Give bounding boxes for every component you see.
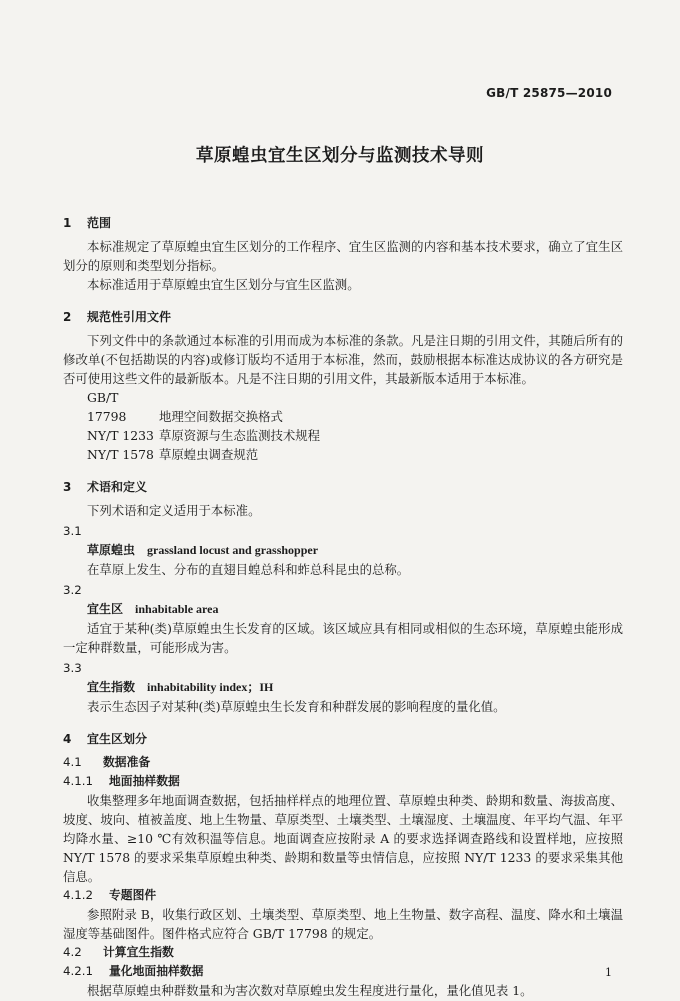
term-definition: 适宜于某种(类)草原蝗虫生长发育的区域。该区域应具有相同或相似的生态环境，草原蝗虫能形成一定种群数量，可能形成为害。 <box>63 621 623 655</box>
clause-number: 3.1 <box>63 524 82 538</box>
reference-item: NY/T 1578 草原蝗虫调查规范 <box>87 447 259 462</box>
clause-number: 3.2 <box>63 583 82 597</box>
subsubsection-heading: 4.1.1 地面抽样数据 <box>63 774 180 788</box>
section-3-heading: 3 术语和定义 <box>63 480 148 494</box>
reference-item: NY/T 1233 草原资源与生态监测技术规程 <box>87 428 321 443</box>
reference-item: GB/T 17798 地理空间数据交换格式 <box>87 390 283 424</box>
subsubsection-heading: 4.1.2 专题图件 <box>63 888 157 902</box>
subsubsection-heading: 4.2.1 量化地面抽样数据 <box>63 964 204 978</box>
paragraph: 收集整理多年地面调查数据，包括抽样样点的地理位置、草原蝗虫种类、龄期和数量、海拔高度、坡度、坡向、植被盖度、地上生物量、草原类型、土壤类型、土壤湿度、土壤温度、年平均气温、年平均降水量、≥10 ℃有效积温等信息。地面调查应按附录 A 的要求选择调查路线和设置样地，应按照 NY/T 1578 的要求采集草原蝗虫种类、龄期和数量等虫情信息，应按照 NY/T 1233 的要求采集其他信息。 <box>63 793 623 884</box>
standard-number: GB/T 25875—2010 <box>486 86 612 100</box>
document-title: 草原蝗虫宜生区划分与监测技术导则 <box>196 146 484 166</box>
section-4-heading: 4 宜生区划分 <box>63 732 148 746</box>
paragraph: 本标准规定了草原蝗虫宜生区划分的工作程序、宜生区监测的内容和基本技术要求，确立了宜生区划分的原则和类型划分指标。 <box>63 239 623 273</box>
paragraph: 根据草原蝗虫种群数量和为害次数对草原蝗虫发生程度进行量化，量化值见表 1。 <box>87 983 533 998</box>
term-entry: 宜生区 inhabitable area <box>87 602 219 616</box>
paragraph: 本标准适用于草原蝗虫宜生区划分与宜生区监测。 <box>87 277 360 292</box>
term-definition: 在草原上发生、分布的直翅目蝗总科和蚱总科昆虫的总称。 <box>87 562 410 577</box>
paragraph: 下列术语和定义适用于本标准。 <box>87 503 261 518</box>
term-definition: 表示生态因子对某种(类)草原蝗虫生长发育和种群发展的影响程度的量化值。 <box>87 699 506 714</box>
term-entry: 草原蝗虫 grassland locust and grasshopper <box>87 543 319 557</box>
clause-number: 3.3 <box>63 661 82 675</box>
document-body <box>63 206 623 1000</box>
subsection-heading: 4.1 数据准备 <box>63 755 151 769</box>
paragraph: 参照附录 B，收集行政区划、土壤类型、草原类型、地上生物量、数字高程、温度、降水和土壤温湿度等基础图件。图件格式应符合 GB/T 17798 的规定。 <box>63 907 623 941</box>
section-2-heading: 2 规范性引用文件 <box>63 310 172 324</box>
paragraph: 下列文件中的条款通过本标准的引用而成为本标准的条款。凡是注日期的引用文件，其随后所有的修改单(不包括勘误的内容)或修订版均不适用于本标准，然而，鼓励根据本标准达成协议的各方研究是否可使用这些文件的最新版本。凡是不注日期的引用文件，其最新版本适用于本标准。 <box>63 333 623 386</box>
section-1-heading: 1 范围 <box>63 216 112 230</box>
term-entry: 宜生指数 inhabitability index；IH <box>87 680 274 694</box>
page-number: 1 <box>605 966 612 979</box>
subsection-heading: 4.2 计算宜生指数 <box>63 945 174 959</box>
